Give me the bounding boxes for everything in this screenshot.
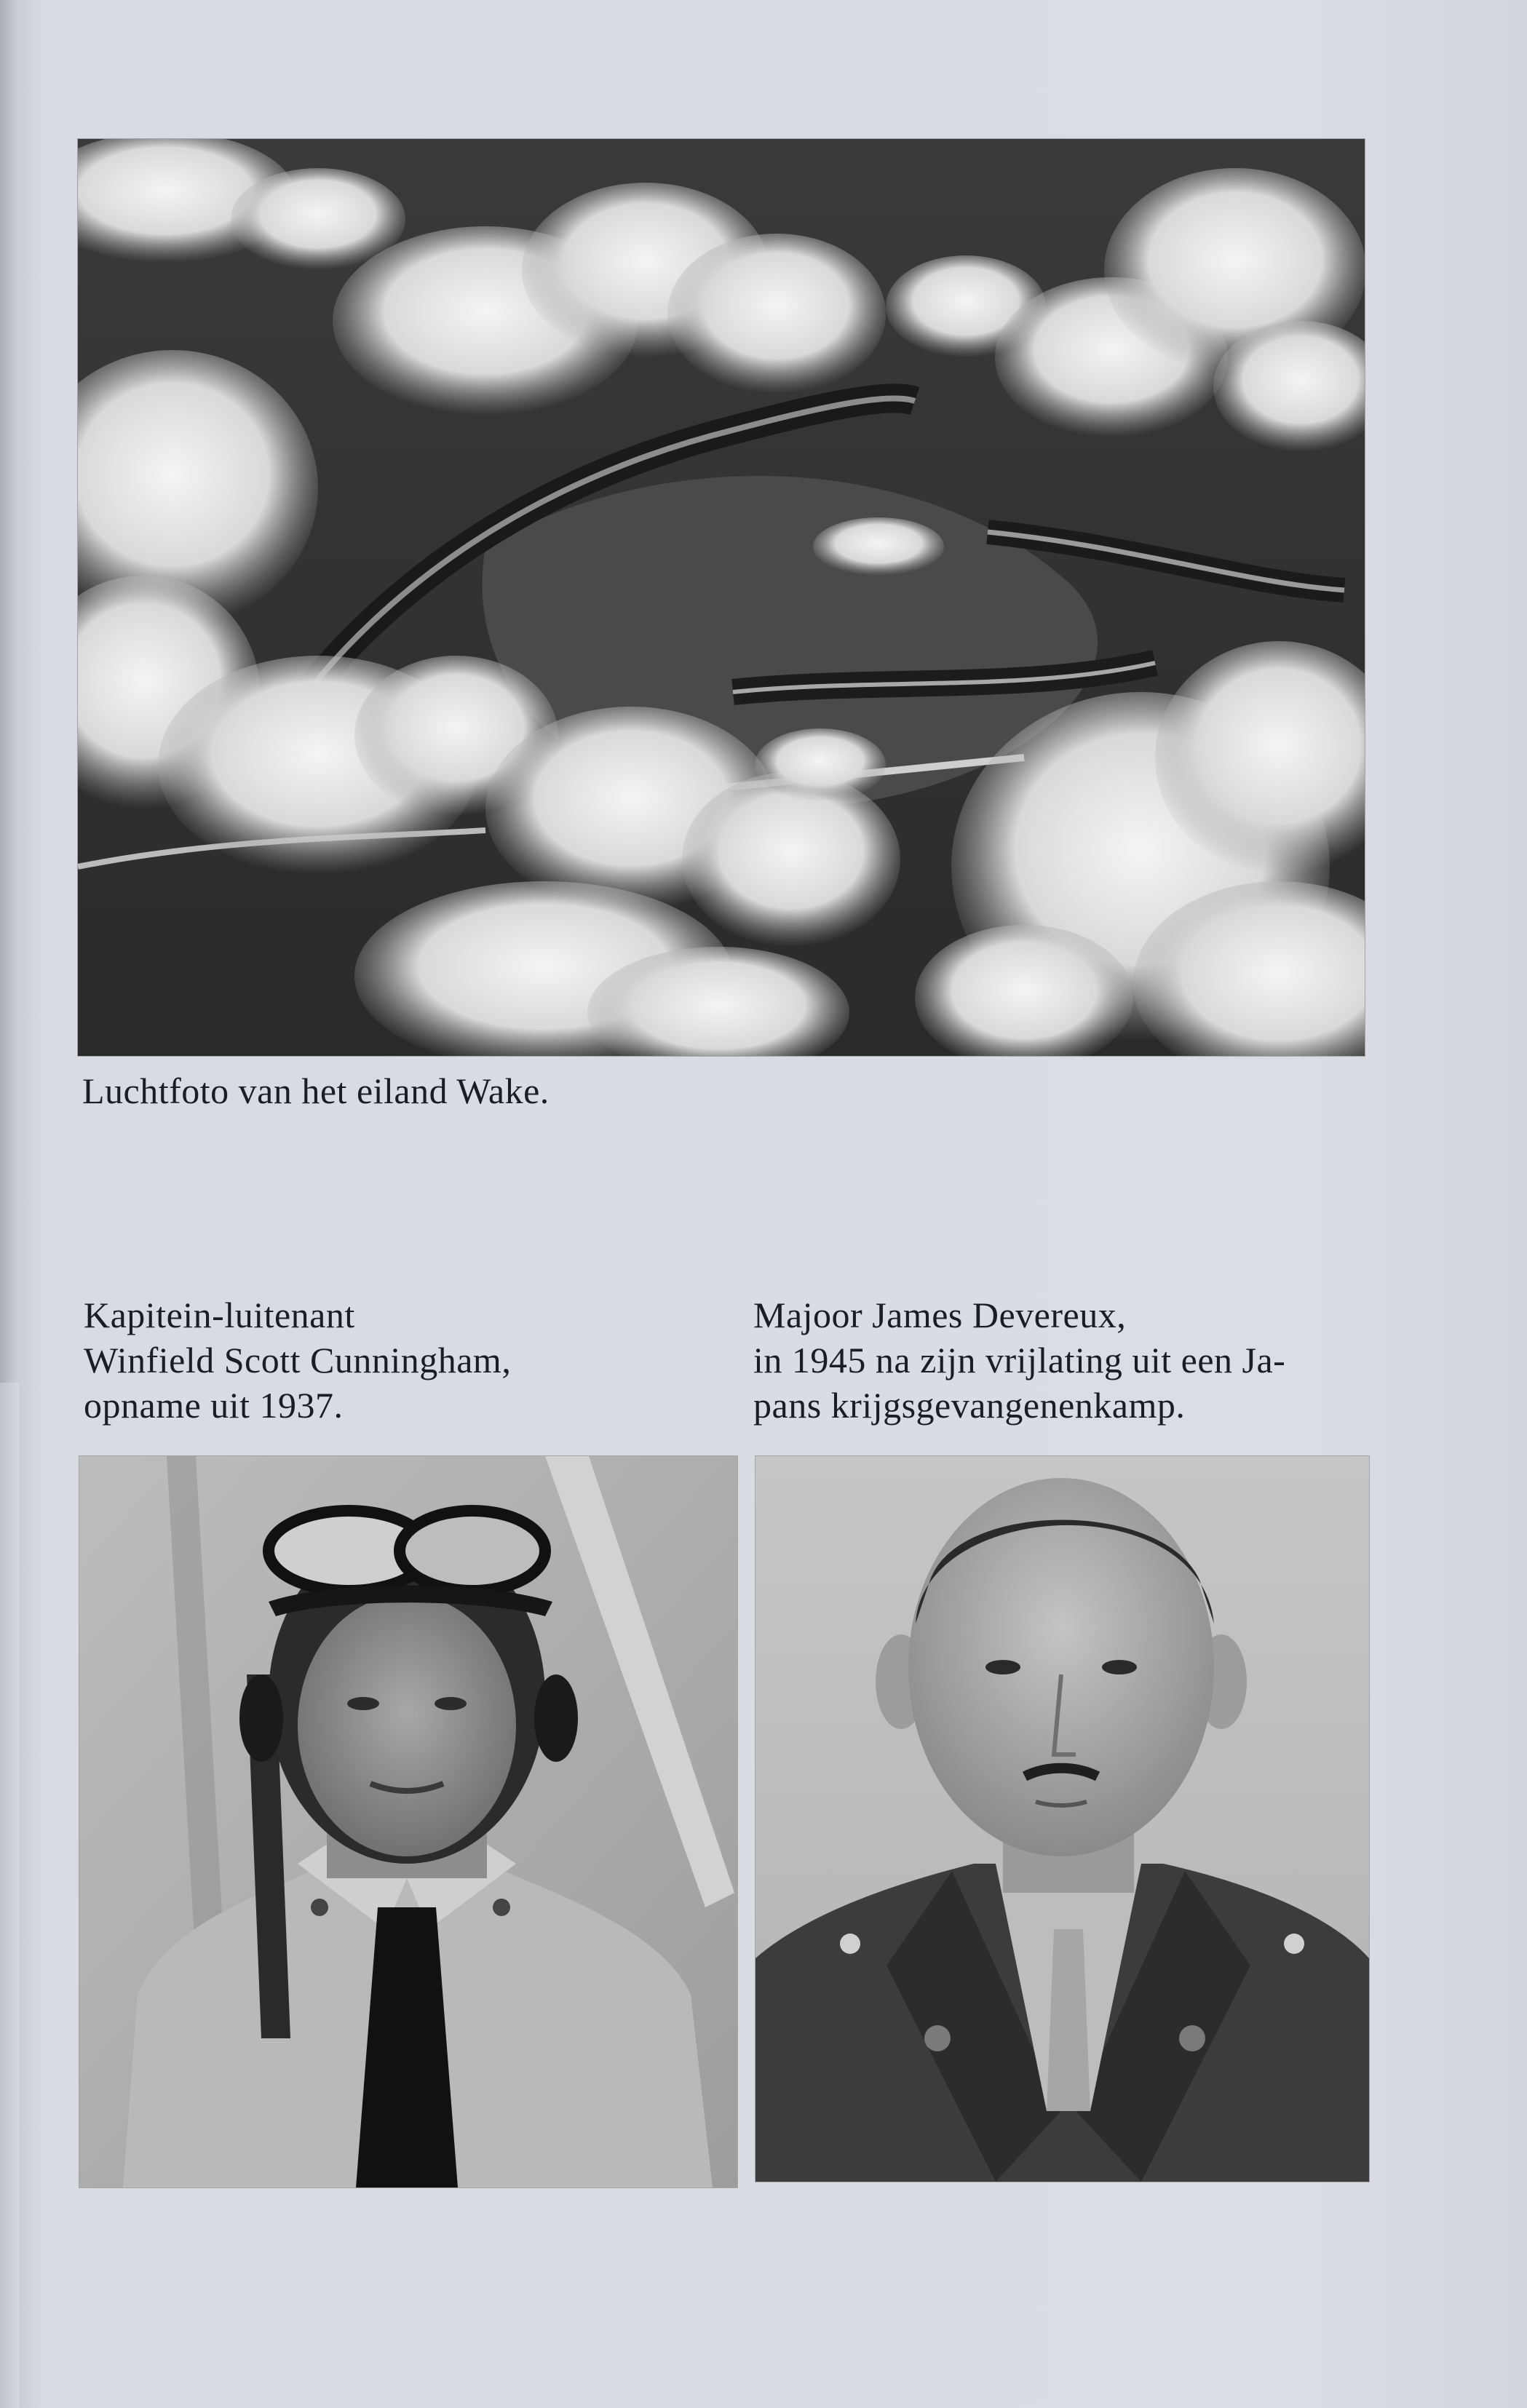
aerial-photo-caption: Luchtfoto van het eiland Wake. bbox=[82, 1070, 550, 1111]
portrait-photo-devereux bbox=[755, 1456, 1369, 2182]
caption-line: pans krijgsgevangenenkamp. bbox=[753, 1385, 1186, 1426]
page-edge-shadow bbox=[0, 1383, 19, 2408]
portrait-left-caption bbox=[84, 1292, 511, 1428]
caption-line: opname uit 1937. bbox=[84, 1385, 344, 1426]
caption-line: Winfield Scott Cunningham, bbox=[84, 1340, 512, 1380]
caption-line: Majoor James Devereux, bbox=[753, 1295, 1127, 1335]
caption-line: in 1945 na zijn vrijlating uit een Ja- bbox=[753, 1340, 1286, 1380]
portrait-photo-cunningham bbox=[79, 1456, 737, 2188]
aerial-photo-wake-island bbox=[78, 139, 1365, 1056]
portrait-right-caption bbox=[753, 1292, 1285, 1428]
caption-line: Kapitein-luitenant bbox=[84, 1295, 355, 1335]
